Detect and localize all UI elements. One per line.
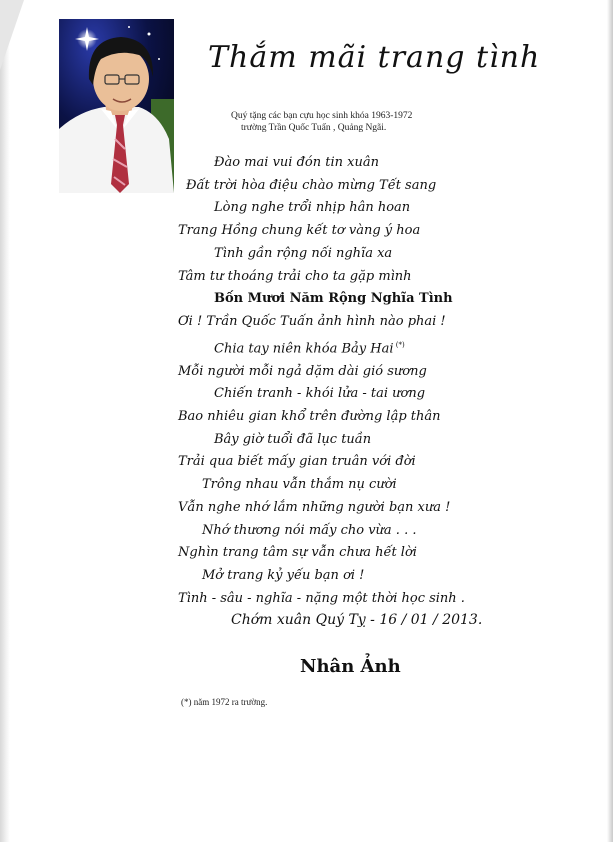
signoff-date: Chớm xuân Quý Tỵ - 16 / 01 / 2013. [231, 612, 483, 628]
poem-line-text: Mở trang kỷ yếu bạn ơi ! [202, 567, 365, 583]
poem-line [178, 361, 518, 384]
portrait-image [59, 19, 174, 193]
poem-line [178, 311, 518, 334]
poem-line [178, 497, 518, 520]
poem-line [178, 429, 518, 452]
poem-line [178, 520, 518, 543]
poem-line-text: Trang Hồng chung kết tơ vàng ý hoa [178, 223, 421, 239]
poem-line [178, 565, 518, 588]
poem-line-text: Ơi ! Trần Quốc Tuấn ảnh hình nào phai ! [178, 313, 446, 329]
poem-line-text: Bây giờ tuổi đã lục tuần [214, 431, 372, 447]
folded-corner [0, 0, 24, 70]
poem-line [178, 243, 518, 266]
author-signature: Nhân Ảnh [300, 656, 401, 677]
poem-line-text: Đất trời hòa điệu chào mừng Tết sang [186, 177, 437, 193]
poem-line-text: Bốn Mươi Năm Rộng Nghĩa Tình [214, 291, 453, 307]
poem-line-text: Tình gần rộng nối nghĩa xa [214, 245, 393, 261]
poem-line [178, 383, 518, 406]
poem-line [178, 542, 518, 565]
footnote-marker: (*) [393, 340, 405, 349]
poem-line-text: Tâm tư thoáng trải cho ta gặp mình [178, 268, 412, 284]
page-edge-right [607, 0, 613, 842]
poem-line-text: Trải qua biết mấy gian truân với đời [178, 454, 416, 470]
poem-line [178, 406, 518, 429]
poem-line [178, 288, 518, 311]
poem-line-text: Trông nhau vẫn thắm nụ cười [202, 477, 397, 493]
poem-line-text: Mỗi người mỗi ngả dặm dài gió sương [178, 363, 427, 379]
poem-line [178, 175, 518, 198]
poem-line-text: Nghìn trang tâm sự vẫn chưa hết lời [178, 545, 417, 561]
dedication-line: trường Trần Quốc Tuấn , Quảng Ngãi. [241, 123, 387, 133]
poem-line [178, 334, 518, 361]
poem-line [178, 588, 518, 611]
poem-line [178, 451, 518, 474]
dedication [231, 110, 471, 134]
poem-line-text: Chia tay niên khóa Bảy Hai [214, 340, 394, 356]
poem-line [178, 152, 518, 175]
poem-line [178, 197, 518, 220]
poem-body [178, 152, 518, 610]
poem-title: Thắm mãi trang tình [208, 40, 541, 75]
poem-line-text: Nhớ thương nói mấy cho vừa . . . [202, 522, 417, 538]
poem-line [178, 220, 518, 243]
footnote: (*) năm 1972 ra trường. [181, 697, 268, 707]
poem-line-text: Chiến tranh - khói lửa - tai ương [214, 386, 426, 402]
poem-line-text: Tình - sâu - nghĩa - nặng một thời học sinh . [178, 590, 465, 606]
dedication-line: Quý tặng các bạn cựu học sinh khóa 1963-1972 [231, 111, 413, 121]
page-edge [0, 0, 10, 842]
poem-line-text: Đào mai vui đón tin xuân [214, 155, 379, 170]
poem-line [178, 266, 518, 289]
poem-line-text: Bao nhiêu gian khổ trên đường lập thân [178, 409, 441, 425]
poem-line-text: Vẫn nghe nhớ lắm những người bạn xưa ! [178, 499, 451, 515]
poem-line-text: Lòng nghe trổi nhịp hân hoan [214, 200, 411, 216]
author-photo [59, 19, 174, 193]
poem-line [178, 474, 518, 497]
